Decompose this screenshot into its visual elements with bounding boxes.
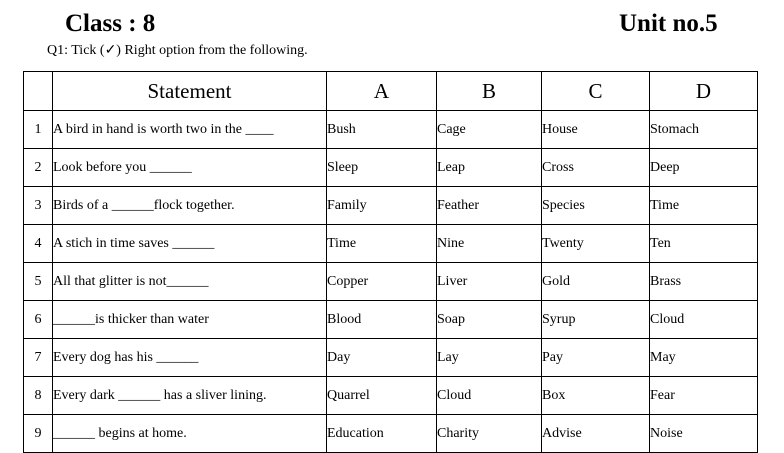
row-number: 5 xyxy=(24,263,53,301)
option-a-cell[interactable]: Copper xyxy=(327,263,437,301)
option-c-cell[interactable]: House xyxy=(542,111,650,149)
option-c-cell[interactable]: Cross xyxy=(542,149,650,187)
option-b-cell[interactable]: Charity xyxy=(437,415,542,453)
option-d-cell[interactable]: Fear xyxy=(650,377,758,415)
statement-cell: Birds of a ______flock together. xyxy=(53,187,327,225)
option-a-cell[interactable]: Bush xyxy=(327,111,437,149)
option-d-cell[interactable]: Time xyxy=(650,187,758,225)
option-d-cell[interactable]: Noise xyxy=(650,415,758,453)
statement-cell: A stich in time saves ______ xyxy=(53,225,327,263)
statement-cell: Look before you ______ xyxy=(53,149,327,187)
option-b-cell[interactable]: Feather xyxy=(437,187,542,225)
option-c-cell[interactable]: Gold xyxy=(542,263,650,301)
header-number xyxy=(24,72,53,111)
option-b-cell[interactable]: Liver xyxy=(437,263,542,301)
option-d-cell[interactable]: Deep xyxy=(650,149,758,187)
option-d-cell[interactable]: May xyxy=(650,339,758,377)
row-number: 7 xyxy=(24,339,53,377)
table-row xyxy=(24,263,758,301)
option-d-cell[interactable]: Brass xyxy=(650,263,758,301)
row-number: 8 xyxy=(24,377,53,415)
option-d-cell[interactable]: Stomach xyxy=(650,111,758,149)
class-title: Class : 8 xyxy=(65,10,156,37)
option-a-cell[interactable]: Blood xyxy=(327,301,437,339)
header-option-a: A xyxy=(327,72,437,111)
option-b-cell[interactable]: Cage xyxy=(437,111,542,149)
row-number: 6 xyxy=(24,301,53,339)
option-d-cell[interactable]: Cloud xyxy=(650,301,758,339)
table-row xyxy=(24,377,758,415)
statement-cell: Every dog has his ______ xyxy=(53,339,327,377)
option-c-cell[interactable]: Syrup xyxy=(542,301,650,339)
statement-cell: ______is thicker than water xyxy=(53,301,327,339)
statement-cell: ______ begins at home. xyxy=(53,415,327,453)
header-option-d: D xyxy=(650,72,758,111)
row-number: 4 xyxy=(24,225,53,263)
header-option-b: B xyxy=(437,72,542,111)
statement-cell: All that glitter is not______ xyxy=(53,263,327,301)
statement-cell: A bird in hand is worth two in the ____ xyxy=(53,111,327,149)
header-statement: Statement xyxy=(53,72,327,111)
table-header-row xyxy=(24,72,758,111)
table-row xyxy=(24,301,758,339)
row-number: 3 xyxy=(24,187,53,225)
option-b-cell[interactable]: Leap xyxy=(437,149,542,187)
option-a-cell[interactable]: Sleep xyxy=(327,149,437,187)
option-b-cell[interactable]: Cloud xyxy=(437,377,542,415)
table-row xyxy=(24,339,758,377)
table-row xyxy=(24,415,758,453)
header-option-c: C xyxy=(542,72,650,111)
row-number: 9 xyxy=(24,415,53,453)
table-row xyxy=(24,187,758,225)
row-number: 2 xyxy=(24,149,53,187)
option-c-cell[interactable]: Twenty xyxy=(542,225,650,263)
option-d-cell[interactable]: Ten xyxy=(650,225,758,263)
option-b-cell[interactable]: Lay xyxy=(437,339,542,377)
option-c-cell[interactable]: Advise xyxy=(542,415,650,453)
option-c-cell[interactable]: Pay xyxy=(542,339,650,377)
row-number: 1 xyxy=(24,111,53,149)
unit-title: Unit no.5 xyxy=(619,10,718,37)
option-a-cell[interactable]: Quarrel xyxy=(327,377,437,415)
option-a-cell[interactable]: Education xyxy=(327,415,437,453)
question-table xyxy=(23,71,758,453)
option-a-cell[interactable]: Family xyxy=(327,187,437,225)
question-instruction: Q1: Tick (✓) Right option from the following. xyxy=(47,43,308,58)
option-c-cell[interactable]: Box xyxy=(542,377,650,415)
option-b-cell[interactable]: Nine xyxy=(437,225,542,263)
option-a-cell[interactable]: Time xyxy=(327,225,437,263)
option-a-cell[interactable]: Day xyxy=(327,339,437,377)
statement-cell: Every dark ______ has a sliver lining. xyxy=(53,377,327,415)
option-b-cell[interactable]: Soap xyxy=(437,301,542,339)
table-row xyxy=(24,225,758,263)
option-c-cell[interactable]: Species xyxy=(542,187,650,225)
table-row xyxy=(24,149,758,187)
table-row xyxy=(24,111,758,149)
